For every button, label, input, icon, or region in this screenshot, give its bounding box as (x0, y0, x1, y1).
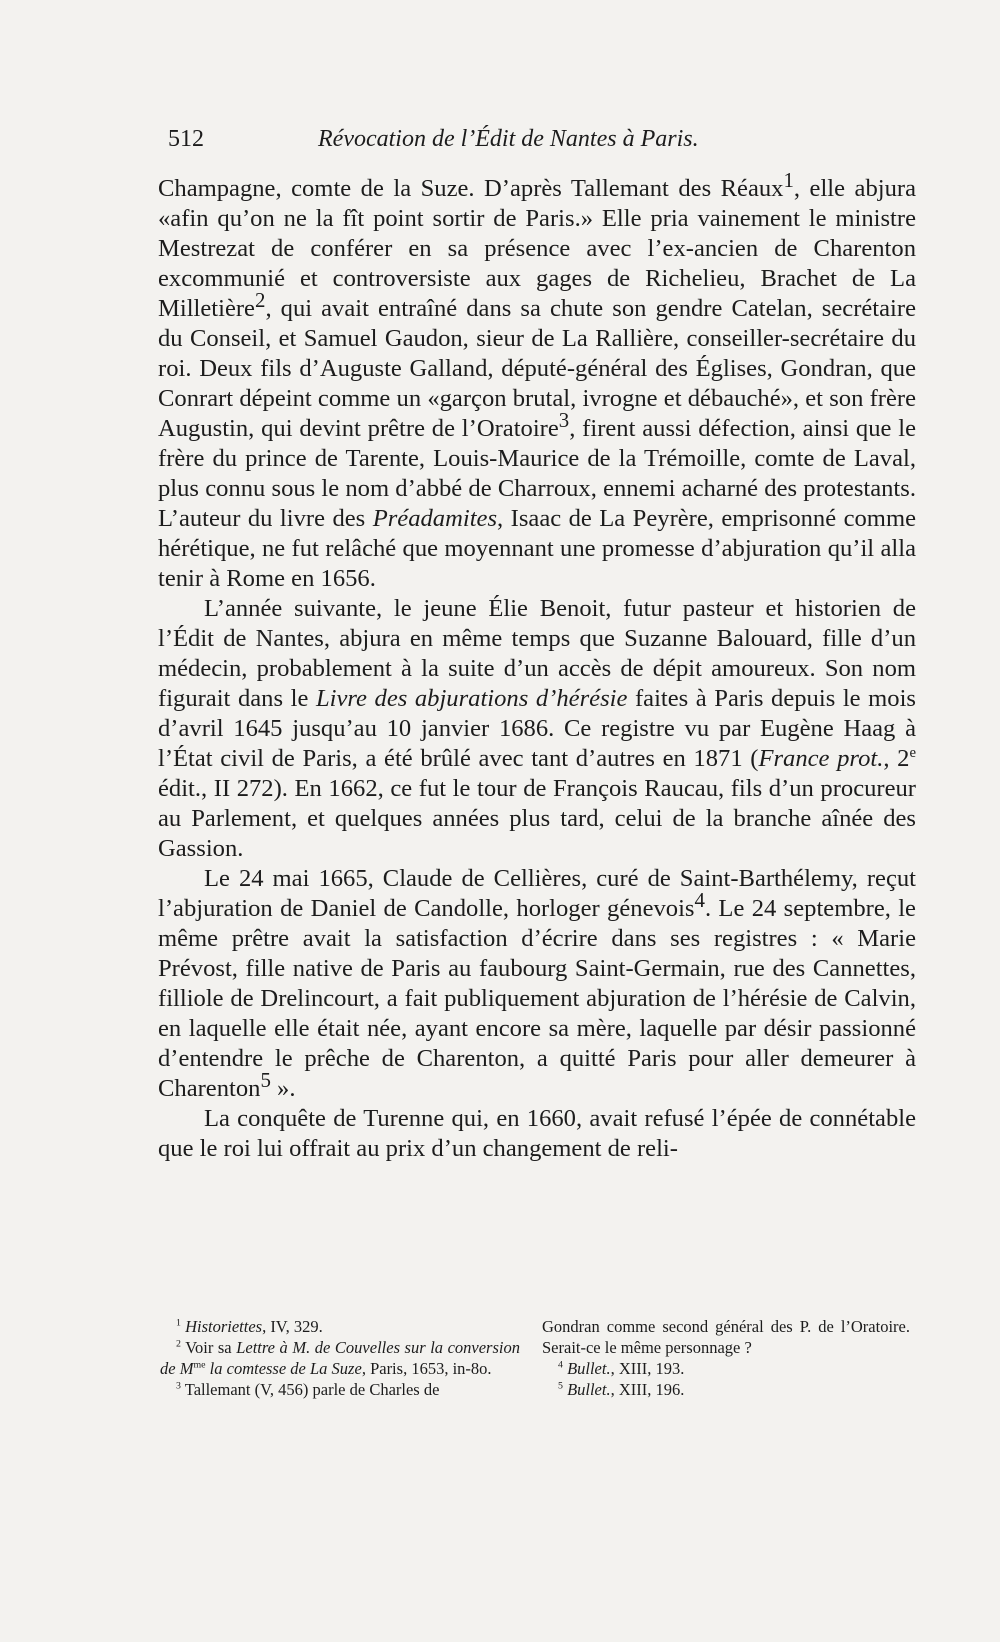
text-run: , Isaac de La Peyrère, emprisonné comme hérétique, ne fut relâché que moyennant une promesse d’abjuration qu’il alla tenir à Rome en 1656. (158, 505, 916, 592)
page-header (168, 126, 788, 160)
body-text (158, 167, 916, 1164)
footnote-ref-4: 4 (694, 887, 705, 912)
paragraph-2 (158, 594, 916, 864)
footnote-text: , XIII, 196. (610, 1380, 685, 1399)
footnote-number: 5 (558, 1380, 563, 1392)
book-title-abjurations: Livre des abjurations d’hérésie (315, 685, 628, 712)
footnote-number: 2 (176, 1338, 181, 1350)
citation-france-prot: France prot. (758, 745, 884, 772)
footnote-title: Bullet. (567, 1380, 611, 1399)
text-run: édit., II 272). En 1662, ce fut le tour de François Raucau, fils d’un procureur au Parlement, et quelques années plus tard, celui de la branche aînée des Gassion. (158, 775, 916, 862)
footnote-number: 3 (176, 1380, 181, 1392)
footnote-1 (160, 1316, 520, 1337)
text-run: L’année suivante, le jeune Élie Benoit, futur pasteur et historien de l’Édit de Nantes, abjura en même temps que Suzanne Balouard, fille d’un médecin, probablement à la suite d’un accès de dépit amoureux. Son nom figurait dans le (158, 595, 916, 712)
footnote-title: Lettre à M. de Couvelles sur la conversion de M (160, 1338, 520, 1378)
footnote-2 (160, 1337, 520, 1379)
page-number: 512 (168, 126, 204, 152)
paragraph-4 (158, 1104, 916, 1164)
footnote-ref-5: 5 (260, 1067, 271, 1092)
footnote-title: Historiettes (185, 1317, 263, 1336)
footnote-text: , IV, 329. (262, 1317, 323, 1336)
footnote-ref-1: 1 (783, 167, 794, 192)
footnote-text: Voir sa (185, 1338, 237, 1357)
footnote-5 (542, 1379, 910, 1400)
footnote-3-continued: Gondran comme second général des P. de l’Oratoire. Serait-ce le même personnage ? (542, 1317, 910, 1357)
running-title: Révocation de l’Édit de Nantes à Paris. (318, 126, 699, 152)
text-run: Champagne, comte de la Suze. D’après Tallemant des Réaux (158, 175, 784, 202)
footnotes-left-column (160, 1316, 520, 1400)
text-run: ». (270, 1075, 296, 1102)
superscript-e: e (909, 744, 916, 761)
text-run: Le 24 mai 1665, Claude de Cellières, curé de Saint-Barthélemy, reçut l’abjuration de Daniel de Candolle, horloger génevois (158, 865, 916, 922)
footnote-number: 1 (176, 1317, 181, 1329)
text-run: , elle abjura «afin qu’on ne la fît point sortir de Paris.» Elle pria vainement le ministre Mestrezat de conférer en sa présence avec l’ex-ancien de Charenton excommunié et controversiste aux gages de Richelieu, Brachet de La Milletière (158, 175, 916, 322)
footnote-title: la comtesse de La Suze (205, 1359, 362, 1378)
footnote-number: 4 (558, 1359, 563, 1371)
paragraph-3 (158, 864, 916, 1104)
text-run: , qui avait entraîné dans sa chute son gendre Catelan, secrétaire du Conseil, et Samuel Gaudon, sieur de La Rallière, conseiller-secrétaire du roi. Deux fils d’Auguste Galland, député-général des Églises, Gondran, que Conrart dépeint comme un «garçon brutal, ivrogne et débauché», et son frère Augustin, qui devint prêtre de l’Oratoire (158, 295, 916, 442)
text-run: , firent aussi défection, ainsi que le frère du prince de Tarente, Louis-Maurice de la Trémoille, comte de Laval, plus connu sous le nom d’abbé de Charroux, ennemi acharné des protestants. L’auteur du livre des (158, 415, 916, 532)
footnote-text: , Paris, 1653, in-8o. (361, 1359, 492, 1378)
text-run: . Le 24 septembre, le même prêtre avait la satisfaction d’écrire dans ses registres : « Marie Prévost, fille native de Paris au faubourg Saint-Germain, rue des Cannettes, filliole de Drelincourt, a fait publiquement abjuration de l’hérésie de Calvin, en laquelle elle était née, ayant encore sa mère, laquelle par désir passionné d’entendre le prêche de Charenton, a quitté Paris pour aller demeurer à Charenton (158, 895, 916, 1102)
footnote-text: Tallemant (V, 456) parle de Charles de (184, 1380, 440, 1399)
footnote-text: , XIII, 193. (610, 1359, 685, 1378)
footnote-3 (160, 1379, 520, 1400)
footnote-ref-3: 3 (558, 407, 570, 432)
text-run: faites à Paris depuis le mois d’avril 1645 jusqu’au 10 janvier 1686. Ce registre vu par Eugène Haag à l’État civil de Paris, a été brûlé avec tant d’autres en 1871 ( (158, 685, 916, 772)
text-run: , 2 (883, 745, 910, 772)
book-title-preadamites: Préadamites (372, 505, 498, 532)
footnotes-right-column (542, 1316, 910, 1400)
paragraph-1 (158, 167, 916, 594)
footnote-superscript: me (193, 1359, 206, 1371)
footnote-ref-2: 2 (254, 287, 266, 312)
footnote-4 (542, 1358, 910, 1379)
text-run: La conquête de Turenne qui, en 1660, avait refusé l’épée de connétable que le roi lui offrait au prix d’un changement de reli- (158, 1105, 916, 1162)
footnote-title: Bullet. (567, 1359, 611, 1378)
